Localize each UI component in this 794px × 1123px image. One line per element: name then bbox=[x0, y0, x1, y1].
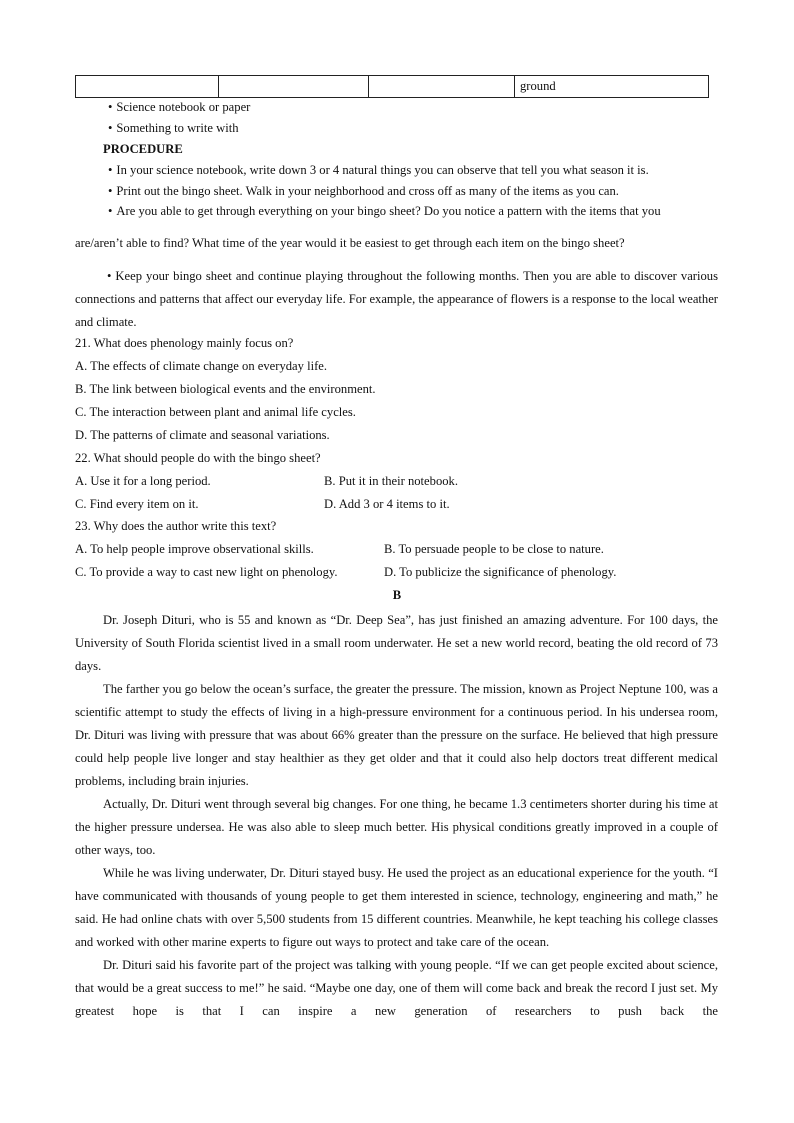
passage-paragraph: While he was living underwater, Dr. Dituri stayed busy. He used the project as an educational experience for the youth. “I have communicated with thousands of young people to get them interested in science, technology, engineering and math,” he said. He had online chats with over 5,500 students from 15 different countries. Meanwhile, he kept teaching his college classes and worked with other marine experts to figure out ways to protect and take care of the ocean. bbox=[75, 866, 718, 949]
question-22-option-b: B. Put it in their notebook. bbox=[324, 474, 458, 488]
passage-paragraph: Actually, Dr. Dituri went through several big changes. For one thing, he became 1.3 centimeters shorter during his time at the higher pressure undersea. He was also able to sleep much better. His physical conditions greatly improved in a couple of other ways, too. bbox=[75, 797, 718, 857]
procedure-item-continued: are/aren’t able to find? What time of the year would it be easiest to get through each item on the bingo sheet? bbox=[75, 236, 625, 250]
table-cell bbox=[76, 76, 219, 98]
materials-item: • Science notebook or paper bbox=[108, 100, 250, 115]
table-cell bbox=[219, 76, 369, 98]
question-22-option-d: D. Add 3 or 4 items to it. bbox=[324, 497, 450, 511]
materials-item: • Something to write with bbox=[108, 121, 239, 136]
procedure-item: • Print out the bingo sheet. Walk in your neighborhood and cross off as many of the items as you can. bbox=[108, 184, 619, 199]
question-21-stem: 21. What does phenology mainly focus on? bbox=[75, 336, 294, 350]
question-23-stem: 23. Why does the author write this text? bbox=[75, 519, 277, 533]
question-23-option-a: A. To help people improve observational skills. bbox=[75, 542, 314, 556]
table-cell: ground bbox=[515, 76, 709, 98]
question-22-option-c: C. Find every item on it. bbox=[75, 497, 199, 511]
passage-b bbox=[75, 609, 718, 1023]
procedure-item: • Are you able to get through everything on your bingo sheet? Do you notice a pattern with the items that you bbox=[108, 204, 661, 219]
question-23-option-b: B. To persuade people to be close to nature. bbox=[384, 542, 604, 556]
bingo-table-fragment bbox=[75, 75, 709, 98]
keep-playing-text: Keep your bingo sheet and continue playing throughout the following months. Then you are able to discover various connections and patterns that affect our everyday life. For example, the appearance of flowers is a response to the local weather and climate. bbox=[75, 269, 718, 329]
passage-paragraph: Dr. Joseph Dituri, who is 55 and known as “Dr. Deep Sea”, has just finished an amazing adventure. For 100 days, the University of South Florida scientist lived in a small room underwater. He set a new world record, beating the old record of 73 days. bbox=[75, 613, 718, 673]
procedure-item: • In your science notebook, write down 3 or 4 natural things you can observe that tell you what season it is. bbox=[108, 163, 649, 178]
question-23-option-d: D. To publicize the significance of phenology. bbox=[384, 565, 617, 579]
question-21-option-a: A. The effects of climate change on everyday life. bbox=[75, 359, 327, 373]
passage-paragraph: The farther you go below the ocean’s surface, the greater the pressure. The mission, known as Project Neptune 100, was a scientific attempt to study the effects of living in a high-pressure environment for a continuous period. In his undersea room, Dr. Dituri was living with pressure that was about 66% greater than the pressure on the surface. He believed that high pressure could help people live longer and stay healthier as they get older and that it could also help doctors treat different medical problems, including brain injuries. bbox=[75, 682, 718, 788]
question-21-option-c: C. The interaction between plant and animal life cycles. bbox=[75, 405, 356, 419]
section-b-label: B bbox=[392, 588, 402, 602]
question-22-stem: 22. What should people do with the bingo sheet? bbox=[75, 451, 321, 465]
passage-paragraph: Dr. Dituri said his favorite part of the project was talking with young people. “If we can get people excited about science, that would be a great success to me!” he said. “Maybe one day, one of them will come back and break the record I just set. My greatest hope is that I can inspire a new generation of researchers to push back the bbox=[75, 958, 718, 1018]
keep-playing-paragraph bbox=[75, 265, 718, 334]
procedure-heading: PROCEDURE bbox=[103, 142, 183, 156]
question-23-option-c: C. To provide a way to cast new light on phenology. bbox=[75, 565, 338, 579]
table-cell bbox=[369, 76, 515, 98]
table-row bbox=[76, 76, 709, 98]
question-21-option-d: D. The patterns of climate and seasonal variations. bbox=[75, 428, 330, 442]
question-21-option-b: B. The link between biological events and the environment. bbox=[75, 382, 376, 396]
question-22-option-a: A. Use it for a long period. bbox=[75, 474, 211, 488]
